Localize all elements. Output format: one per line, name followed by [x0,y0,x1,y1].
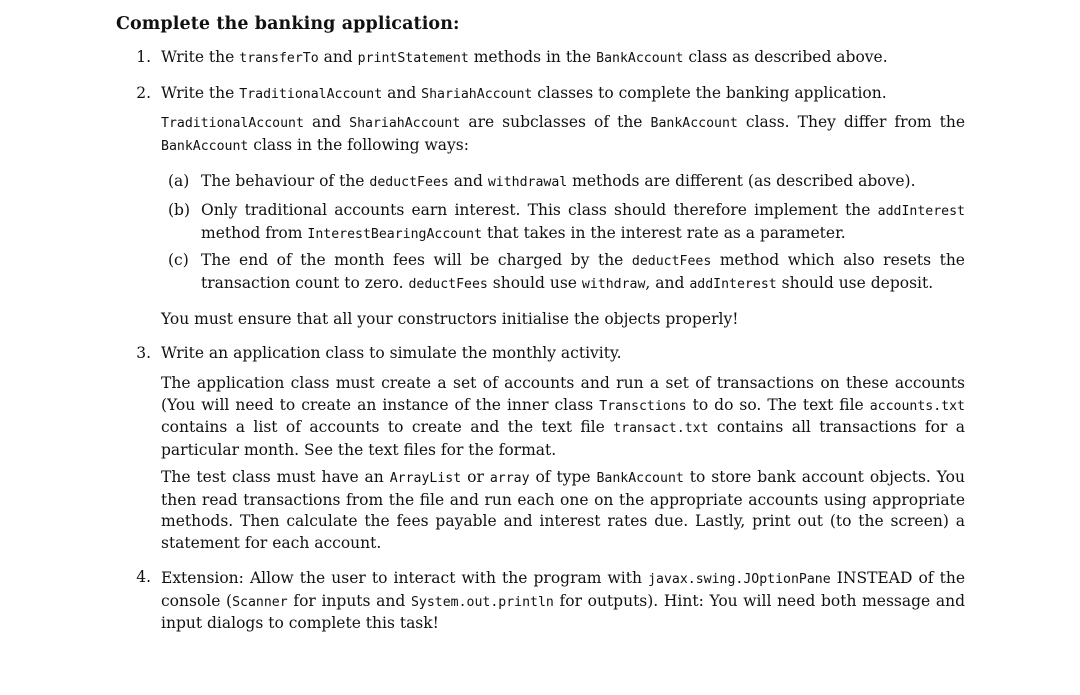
code-run: BankAccount [596,51,684,66]
text-run: to store bank account objects. You then read transactions from the file and run each one on the appropriate accounts using appropriate methods. Then calculate the fees payable and interest rates due. Lastly, print out (to the screen) a statement for each account. [161,468,965,552]
code-run: printStatement [357,51,469,66]
code-run: deductFees [408,276,488,292]
section-title: Complete the banking application: [116,14,460,34]
item-2-intro [161,83,887,106]
code-run: deductFees [631,254,712,269]
code-run: System.out.println [410,594,554,610]
text-run: are subclasses of the [460,113,651,131]
text-run: Extension: Allow the user to interact with the program with [161,569,649,587]
item-2-paragraph [161,112,965,157]
code-run: addInterest [689,276,777,292]
text-run: The test class must have an [161,468,390,486]
item-number-4: 4. [136,568,151,586]
code-run: BankAccount [161,138,249,154]
text-run: Only traditional accounts earn interest. This class should therefore implement the [201,201,878,219]
text-run: for inputs and [287,591,411,610]
code-run: ShariahAccount [349,116,461,131]
text-run: for outputs). Hint: You will need both message and input dialogs to complete this task! [161,591,965,632]
text-run: The application class must create a set of accounts and run a set of transactions on these accounts (You will need to create an instance of the inner class [161,374,965,414]
text-run: should use deposit. [776,273,934,292]
sub-item-label-c: (c) [168,251,189,269]
text-run: methods are different (as described above). [567,172,916,190]
sub-item-c-text [201,250,965,295]
text-run: method from [201,223,308,242]
text-run: and [382,84,422,102]
code-run: InterestBearingAccount [307,226,483,242]
text-run: and [318,48,358,66]
text-run: method which also resets the transaction count to zero. [201,251,965,292]
code-run: accounts.txt [869,398,965,414]
code-run: Scanner [232,594,288,610]
item-2-note: You must ensure that all your constructors initialise the objects properly! [161,310,739,328]
code-run: array [489,471,530,486]
text-run: class as described above. [683,48,888,66]
item-number-1: 1. [136,48,151,66]
sub-item-label-a: (a) [168,172,190,190]
text-run: , and [645,273,690,292]
text-run: class. They differ from the [737,113,966,131]
code-run: TraditionalAccount [161,116,304,131]
text-run: should use [487,273,582,292]
text-run: The behaviour of the [201,172,370,190]
text-run: and [448,172,488,190]
item-number-3: 3. [136,344,151,362]
code-run: addInterest [877,204,965,219]
text-run: or [461,468,490,486]
sub-item-label-b: (b) [168,201,191,219]
code-run: transferTo [239,51,319,66]
item-4-text [161,568,965,635]
code-run: deductFees [369,175,449,190]
text-run: classes to complete the banking application. [532,84,887,102]
code-run: withdrawal [487,175,568,190]
sub-item-b-text [201,200,965,245]
sub-item-a-text [201,171,916,194]
code-run: withdraw [581,276,646,292]
text-run: contains a list of accounts to create and the text file [161,418,614,436]
code-run: BankAccount [650,116,738,131]
code-run: transact.txt [613,421,709,436]
item-number-2: 2. [136,84,151,102]
code-run: Transctions [599,398,687,414]
code-run: javax.swing.JOptionPane [648,572,831,587]
item-3-intro: Write an application class to simulate the monthly activity. [161,344,622,362]
text-run: and [303,113,350,131]
code-run: TraditionalAccount [239,87,383,102]
text-run: of type [529,468,597,486]
item-1-text [161,47,888,70]
code-run: ShariahAccount [421,87,533,102]
text-run: Write the [161,48,240,66]
item-3-paragraph-1 [161,373,965,461]
text-run: to do so. The text file [686,395,870,414]
code-run: BankAccount [596,471,684,486]
text-run: class in the following ways: [248,135,469,154]
text-run: INSTEAD of the console ( [161,569,966,610]
text-run: contains all transactions for a particular month. See the text files for the format. [161,418,966,459]
text-run: that takes in the interest rate as a parameter. [482,223,846,242]
text-run: Write the [161,84,240,102]
code-run: ArrayList [389,471,462,486]
text-run: The end of the month fees will be charged by the [201,251,632,269]
item-3-paragraph-2 [161,467,965,554]
text-run: methods in the [468,48,597,66]
